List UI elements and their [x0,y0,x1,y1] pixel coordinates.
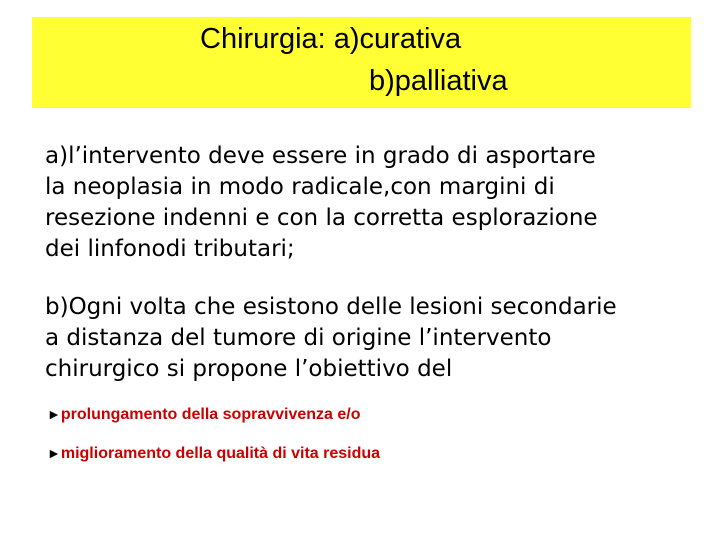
paragraph-b-line: b)Ogni volta che esistono delle lesioni secondarie [45,294,617,320]
bullet-text: prolungamento della sopravvivenza e/o [60,406,361,423]
paragraph-b [45,292,695,385]
paragraph-a-line: a)l’intervento deve essere in grado di asportare [45,143,596,169]
title-line-2: b)palliativa [369,65,508,97]
paragraph-b-line: chirurgico si propone l’obiettivo del [45,356,453,382]
bullet-item [47,443,380,464]
title-line-1: Chirurgia: a)curativa [200,23,462,55]
paragraph-b-line: a distanza del tumore di origine l’intervento [45,325,552,351]
paragraph-a-line: la neoplasia in modo radicale,con margini di [45,174,555,200]
paragraph-a-line: dei linfonodi tributari; [45,236,295,262]
bullet-text: miglioramento della qualità di vita residua [60,445,381,462]
triangle-right-icon: ► [47,406,61,422]
triangle-right-icon: ► [47,445,61,461]
paragraph-a-line: resezione indenni e con la corretta esplorazione [45,205,598,231]
paragraph-a [45,141,695,265]
bullet-item [47,404,361,425]
title-banner [32,17,691,108]
